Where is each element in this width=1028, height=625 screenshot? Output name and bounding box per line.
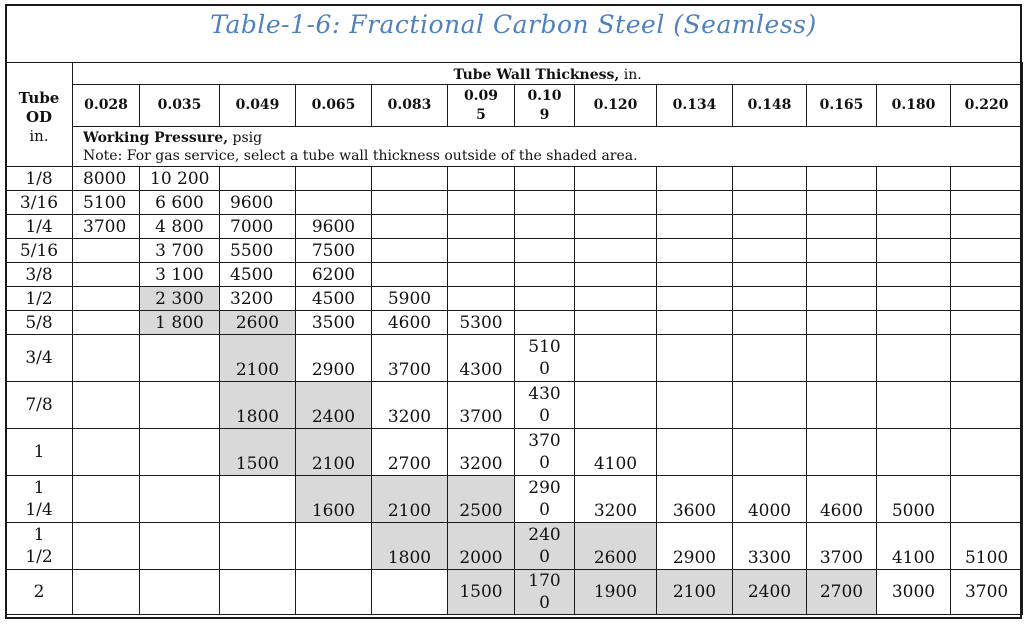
pressure-cell bbox=[448, 287, 515, 311]
pressure-cell bbox=[733, 239, 807, 263]
pressure-cell bbox=[575, 287, 657, 311]
pressure-cell: 3200 bbox=[575, 476, 657, 523]
thickness-6-b: 9 bbox=[539, 106, 550, 123]
pressure-cell-shaded: 2500 bbox=[448, 476, 515, 523]
pressure-cell-part: 290 bbox=[528, 478, 561, 498]
pressure-cell-shaded: 2000 bbox=[448, 523, 515, 570]
pressure-cell bbox=[807, 287, 877, 311]
wall-thickness-label: Tube Wall Thickness, bbox=[453, 67, 620, 83]
table-row bbox=[6, 335, 1023, 382]
tube-od-cell: 7/8 bbox=[6, 382, 73, 429]
tube-od-whole: 1 bbox=[33, 478, 45, 498]
pressure-cell bbox=[657, 335, 733, 382]
table-row bbox=[6, 382, 1023, 429]
pressure-cell bbox=[877, 287, 951, 311]
pressure-cell bbox=[296, 570, 372, 615]
pressure-cell bbox=[140, 523, 220, 570]
pressure-cell: 3600 bbox=[657, 476, 733, 523]
pressure-cell-shaded: 1500 bbox=[448, 570, 515, 615]
pressure-cell-shaded: 2100 bbox=[220, 335, 296, 382]
pressure-cell: 9600 bbox=[220, 191, 296, 215]
pressure-cell: 3200 bbox=[220, 287, 296, 311]
pressure-cell bbox=[877, 382, 951, 429]
pressure-cell bbox=[951, 476, 1023, 523]
pressure-cell bbox=[807, 167, 877, 191]
pressure-cell bbox=[515, 476, 575, 523]
pressure-cell-shaded: 1800 bbox=[220, 382, 296, 429]
pressure-cell bbox=[372, 239, 448, 263]
pressure-cell bbox=[877, 335, 951, 382]
pressure-cell-part: 510 bbox=[528, 337, 561, 357]
pressure-cell bbox=[657, 287, 733, 311]
pressure-cell: 6 600 bbox=[140, 191, 220, 215]
pressure-cell bbox=[73, 429, 140, 476]
pressure-cell: 3700 bbox=[448, 382, 515, 429]
tube-od-cell: 3/16 bbox=[6, 191, 73, 215]
tube-od-cell: 2 bbox=[6, 570, 73, 615]
pressure-cell: 7000 bbox=[220, 215, 296, 239]
table-row bbox=[6, 287, 1023, 311]
thickness-12: 0.220 bbox=[951, 85, 1023, 127]
pressure-cell bbox=[220, 570, 296, 615]
table-row bbox=[6, 215, 1023, 239]
pressure-cell bbox=[73, 382, 140, 429]
pressure-cell bbox=[657, 429, 733, 476]
pressure-cell bbox=[807, 239, 877, 263]
pressure-cell bbox=[657, 311, 733, 335]
pressure-cell-shaded: 2100 bbox=[372, 476, 448, 523]
pressure-cell-shaded: 2400 bbox=[296, 382, 372, 429]
pressure-cell: 7500 bbox=[296, 239, 372, 263]
pressure-cell: 5300 bbox=[448, 311, 515, 335]
pressure-cell bbox=[448, 263, 515, 287]
thickness-9: 0.148 bbox=[733, 85, 807, 127]
pressure-cell bbox=[951, 335, 1023, 382]
pressure-cell-part: 0 bbox=[539, 359, 550, 379]
pressure-cell bbox=[657, 239, 733, 263]
pressure-cell: 5100 bbox=[951, 523, 1023, 570]
pressure-cell: 3300 bbox=[733, 523, 807, 570]
pressure-cell-shaded: 2600 bbox=[220, 311, 296, 335]
pressure-cell bbox=[807, 215, 877, 239]
tube-od-line1: Tube bbox=[18, 89, 60, 107]
pressure-cell bbox=[733, 167, 807, 191]
thickness-7: 0.120 bbox=[575, 85, 657, 127]
pressure-cell: 4500 bbox=[220, 263, 296, 287]
pressure-cell: 6200 bbox=[296, 263, 372, 287]
pressure-cell-shaded: 2100 bbox=[657, 570, 733, 615]
pressure-cell bbox=[372, 167, 448, 191]
pressure-cell bbox=[877, 215, 951, 239]
pressure-cell bbox=[807, 191, 877, 215]
pressure-cell: 8000 bbox=[73, 167, 140, 191]
pressure-cell-shaded bbox=[515, 523, 575, 570]
pressure-cell bbox=[807, 382, 877, 429]
pressure-cell: 3700 bbox=[807, 523, 877, 570]
pressure-cell-part: 430 bbox=[528, 384, 561, 404]
pressure-cell bbox=[372, 263, 448, 287]
pressure-cell: 5500 bbox=[220, 239, 296, 263]
tube-od-fraction: 1/4 bbox=[25, 500, 53, 520]
pressure-cell bbox=[296, 523, 372, 570]
pressure-cell bbox=[807, 429, 877, 476]
pressure-cell bbox=[733, 215, 807, 239]
pressure-cell: 3700 bbox=[951, 570, 1023, 615]
pressure-cell: 3200 bbox=[372, 382, 448, 429]
pressure-cell bbox=[515, 191, 575, 215]
pressure-cell bbox=[448, 239, 515, 263]
pressure-cell bbox=[877, 429, 951, 476]
pressure-cell bbox=[73, 239, 140, 263]
pressure-cell-shaded: 2400 bbox=[733, 570, 807, 615]
pressure-cell bbox=[296, 191, 372, 215]
pressure-cell bbox=[515, 429, 575, 476]
pressure-cell bbox=[515, 335, 575, 382]
working-pressure-unit: psig bbox=[228, 129, 263, 146]
pressure-cell bbox=[515, 311, 575, 335]
pressure-cell bbox=[140, 476, 220, 523]
pressure-table bbox=[5, 62, 1023, 615]
pressure-cell bbox=[657, 382, 733, 429]
thickness-0: 0.028 bbox=[73, 85, 140, 127]
pressure-cell bbox=[73, 287, 140, 311]
table-row bbox=[6, 263, 1023, 287]
pressure-cell-shaded bbox=[515, 570, 575, 615]
table-row bbox=[6, 570, 1023, 615]
pressure-cell bbox=[807, 311, 877, 335]
pressure-cell: 5000 bbox=[877, 476, 951, 523]
thickness-5-b: 5 bbox=[476, 106, 486, 123]
pressure-cell bbox=[575, 311, 657, 335]
pressure-cell bbox=[575, 335, 657, 382]
pressure-cell bbox=[733, 263, 807, 287]
pressure-cell bbox=[575, 263, 657, 287]
pressure-cell bbox=[657, 215, 733, 239]
pressure-cell-shaded: 2 300 bbox=[140, 287, 220, 311]
pressure-cell bbox=[140, 382, 220, 429]
pressure-cell bbox=[951, 191, 1023, 215]
pressure-cell-shaded: 1800 bbox=[372, 523, 448, 570]
pressure-cell-part: 0 bbox=[539, 500, 550, 520]
table-row bbox=[6, 476, 1023, 523]
table-row bbox=[6, 523, 1023, 570]
pressure-cell: 3700 bbox=[73, 215, 140, 239]
pressure-cell bbox=[951, 429, 1023, 476]
pressure-cell bbox=[575, 239, 657, 263]
pressure-cell-part: 0 bbox=[539, 547, 550, 567]
pressure-cell bbox=[220, 476, 296, 523]
thickness-4: 0.083 bbox=[372, 85, 448, 127]
tube-od-cell: 1 bbox=[6, 429, 73, 476]
table-row bbox=[6, 311, 1023, 335]
pressure-cell bbox=[73, 335, 140, 382]
pressure-cell-shaded: 1 800 bbox=[140, 311, 220, 335]
working-pressure-header bbox=[73, 127, 1023, 167]
pressure-cell-part: 0 bbox=[539, 593, 550, 613]
pressure-cell-part: 0 bbox=[539, 453, 550, 473]
pressure-cell: 2900 bbox=[296, 335, 372, 382]
pressure-cell: 2900 bbox=[657, 523, 733, 570]
pressure-cell bbox=[951, 311, 1023, 335]
pressure-cell: 4500 bbox=[296, 287, 372, 311]
pressure-cell bbox=[73, 523, 140, 570]
pressure-cell bbox=[372, 191, 448, 215]
pressure-cell: 3500 bbox=[296, 311, 372, 335]
working-pressure-label: Working Pressure, bbox=[83, 129, 229, 146]
pressure-cell-shaded: 1500 bbox=[220, 429, 296, 476]
pressure-cell: 4600 bbox=[372, 311, 448, 335]
pressure-cell bbox=[575, 382, 657, 429]
pressure-cell bbox=[877, 311, 951, 335]
pressure-cell bbox=[73, 570, 140, 615]
pressure-cell-part: 0 bbox=[539, 406, 550, 426]
pressure-cell bbox=[372, 570, 448, 615]
tube-od-whole: 1 bbox=[33, 525, 45, 545]
table-row bbox=[6, 429, 1023, 476]
pressure-cell bbox=[733, 191, 807, 215]
pressure-cell-shaded: 1900 bbox=[575, 570, 657, 615]
pressure-cell bbox=[73, 263, 140, 287]
pressure-cell bbox=[877, 191, 951, 215]
pressure-cell: 3 700 bbox=[140, 239, 220, 263]
pressure-cell bbox=[220, 167, 296, 191]
thickness-5 bbox=[448, 85, 515, 127]
pressure-cell bbox=[515, 239, 575, 263]
tube-od-header bbox=[6, 63, 73, 167]
pressure-cell-part: 370 bbox=[528, 431, 561, 451]
tube-od-cell: 1/8 bbox=[6, 167, 73, 191]
pressure-cell-shaded: 1600 bbox=[296, 476, 372, 523]
pressure-cell bbox=[951, 239, 1023, 263]
tube-od-cell: 3/8 bbox=[6, 263, 73, 287]
pressure-cell bbox=[372, 215, 448, 239]
table-row bbox=[6, 167, 1023, 191]
tube-od-cell bbox=[6, 523, 73, 570]
thickness-1: 0.035 bbox=[140, 85, 220, 127]
pressure-cell bbox=[220, 523, 296, 570]
pressure-cell: 10 200 bbox=[140, 167, 220, 191]
pressure-cell bbox=[515, 167, 575, 191]
thickness-11: 0.180 bbox=[877, 85, 951, 127]
gas-service-note: Note: For gas service, select a tube wall thickness outside of the shaded area. bbox=[83, 147, 638, 164]
tube-od-cell: 5/16 bbox=[6, 239, 73, 263]
pressure-cell bbox=[575, 167, 657, 191]
pressure-cell bbox=[733, 335, 807, 382]
table-row bbox=[6, 239, 1023, 263]
pressure-cell bbox=[951, 382, 1023, 429]
pressure-cell bbox=[140, 429, 220, 476]
pressure-cell bbox=[515, 215, 575, 239]
pressure-cell: 5900 bbox=[372, 287, 448, 311]
tube-od-cell: 1/4 bbox=[6, 215, 73, 239]
pressure-cell bbox=[877, 239, 951, 263]
pressure-cell bbox=[515, 263, 575, 287]
table-title: Table-1-6: Fractional Carbon Steel (Seamless) bbox=[210, 10, 817, 39]
wall-thickness-unit: in. bbox=[619, 67, 642, 83]
pressure-cell bbox=[951, 167, 1023, 191]
pressure-cell bbox=[575, 191, 657, 215]
pressure-cell: 2700 bbox=[372, 429, 448, 476]
pressure-cell bbox=[73, 311, 140, 335]
pressure-cell bbox=[807, 263, 877, 287]
pressure-cell bbox=[951, 215, 1023, 239]
pressure-cell-shaded: 2600 bbox=[575, 523, 657, 570]
wall-thickness-header bbox=[73, 63, 1023, 85]
tube-od-line2: OD bbox=[25, 108, 53, 126]
pressure-cell bbox=[877, 263, 951, 287]
pressure-cell bbox=[515, 287, 575, 311]
pressure-cell: 4000 bbox=[733, 476, 807, 523]
thickness-6 bbox=[515, 85, 575, 127]
tube-od-unit: in. bbox=[29, 127, 49, 145]
pressure-cell bbox=[575, 215, 657, 239]
pressure-cell bbox=[877, 167, 951, 191]
pressure-cell bbox=[448, 215, 515, 239]
tube-od-cell bbox=[6, 476, 73, 523]
pressure-cell bbox=[733, 429, 807, 476]
pressure-cell bbox=[140, 335, 220, 382]
pressure-cell: 4100 bbox=[877, 523, 951, 570]
thickness-6-a: 0.10 bbox=[527, 87, 562, 104]
pressure-cell: 3700 bbox=[372, 335, 448, 382]
pressure-cell bbox=[951, 263, 1023, 287]
tube-od-cell: 1/2 bbox=[6, 287, 73, 311]
pressure-cell: 4100 bbox=[575, 429, 657, 476]
pressure-cell bbox=[733, 382, 807, 429]
pressure-cell: 5100 bbox=[73, 191, 140, 215]
pressure-cell bbox=[657, 167, 733, 191]
pressure-cell: 4 800 bbox=[140, 215, 220, 239]
thickness-10: 0.165 bbox=[807, 85, 877, 127]
pressure-cell-shaded: 2700 bbox=[807, 570, 877, 615]
thickness-2: 0.049 bbox=[220, 85, 296, 127]
pressure-cell-part: 170 bbox=[528, 571, 561, 591]
tube-od-fraction: 1/2 bbox=[25, 547, 53, 567]
pressure-cell bbox=[657, 191, 733, 215]
pressure-cell: 3200 bbox=[448, 429, 515, 476]
tube-od-cell: 3/4 bbox=[6, 335, 73, 382]
pressure-cell bbox=[951, 287, 1023, 311]
pressure-cell bbox=[733, 311, 807, 335]
table-row bbox=[6, 191, 1023, 215]
pressure-cell bbox=[448, 191, 515, 215]
pressure-cell-part: 240 bbox=[528, 525, 561, 545]
pressure-cell bbox=[448, 167, 515, 191]
pressure-cell-shaded: 2100 bbox=[296, 429, 372, 476]
pressure-cell bbox=[296, 167, 372, 191]
thickness-5-a: 0.09 bbox=[463, 87, 499, 104]
pressure-cell: 3000 bbox=[877, 570, 951, 615]
pressure-cell: 4300 bbox=[448, 335, 515, 382]
pressure-cell bbox=[733, 287, 807, 311]
pressure-cell bbox=[657, 263, 733, 287]
pressure-cell bbox=[73, 476, 140, 523]
pressure-cell bbox=[807, 335, 877, 382]
tube-od-cell: 5/8 bbox=[6, 311, 73, 335]
thickness-8: 0.134 bbox=[657, 85, 733, 127]
pressure-cell bbox=[515, 382, 575, 429]
pressure-cell bbox=[140, 570, 220, 615]
pressure-cell: 4600 bbox=[807, 476, 877, 523]
pressure-cell: 3 100 bbox=[140, 263, 220, 287]
thickness-3: 0.065 bbox=[296, 85, 372, 127]
pressure-cell: 9600 bbox=[296, 215, 372, 239]
